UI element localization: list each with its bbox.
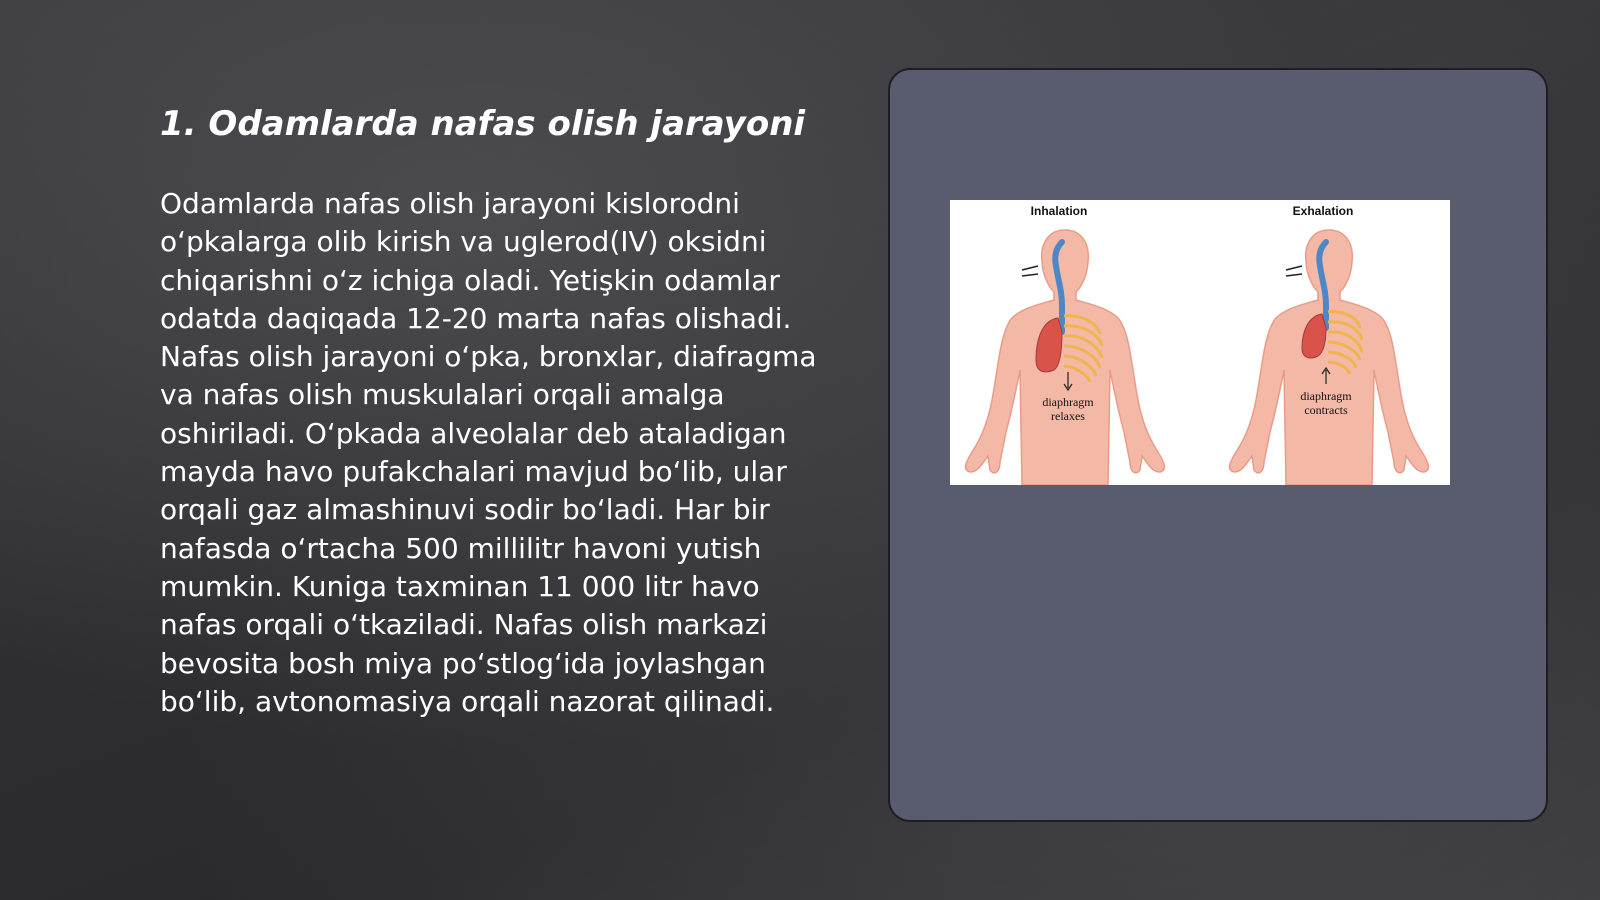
slide-title: 1. Odamlarda nafas olish jarayoni — [160, 104, 806, 144]
inhalation-figure — [966, 204, 1165, 485]
inhalation-label-line2: relaxes — [1051, 409, 1085, 423]
slide-body-text: Odamlarda nafas olish jarayoni kislorodni o‘pkalarga olib kirish va uglerod(IV) oksidni chiqarishni o‘z ichiga oladi. Yetişkin odamlar odatda daqiqada 12-20 marta nafas olishadi. Nafas olish jarayoni o‘pka, bronxlar, diafragma va nafas olish muskulalari orqali amalga oshiriladi. O‘pkada alveolalar deb ataladigan mayda havo pufakchalari mavjud bo‘lib, ular orqali gaz almashinuvi sodir bo‘ladi. Har bir nafasda o‘rtacha 500 millilitr havoni yutish mumkin. Kuniga taxminan 11 000 litr havo nafas orqali o‘tkaziladi. Nafas olish markazi bevosita bosh miya po‘stlog‘ida joylashgan bo‘lib, avtonomasiya orqali nazorat qilinadi. — [160, 187, 817, 718]
inhalation-heading: Inhalation — [1030, 204, 1088, 218]
exhalation-heading: Exhalation — [1292, 204, 1354, 218]
breathing-diagram-svg — [950, 200, 1450, 485]
exhalation-label-line1: diaphragm — [1300, 389, 1352, 403]
exhalation-label-line2: contracts — [1304, 403, 1348, 417]
breathing-diagram — [950, 200, 1450, 485]
exhalation-figure — [1230, 204, 1429, 485]
air-arrow-icon — [1286, 266, 1302, 276]
inhalation-label-line1: diaphragm — [1042, 395, 1094, 409]
air-arrow-icon — [1022, 266, 1038, 276]
